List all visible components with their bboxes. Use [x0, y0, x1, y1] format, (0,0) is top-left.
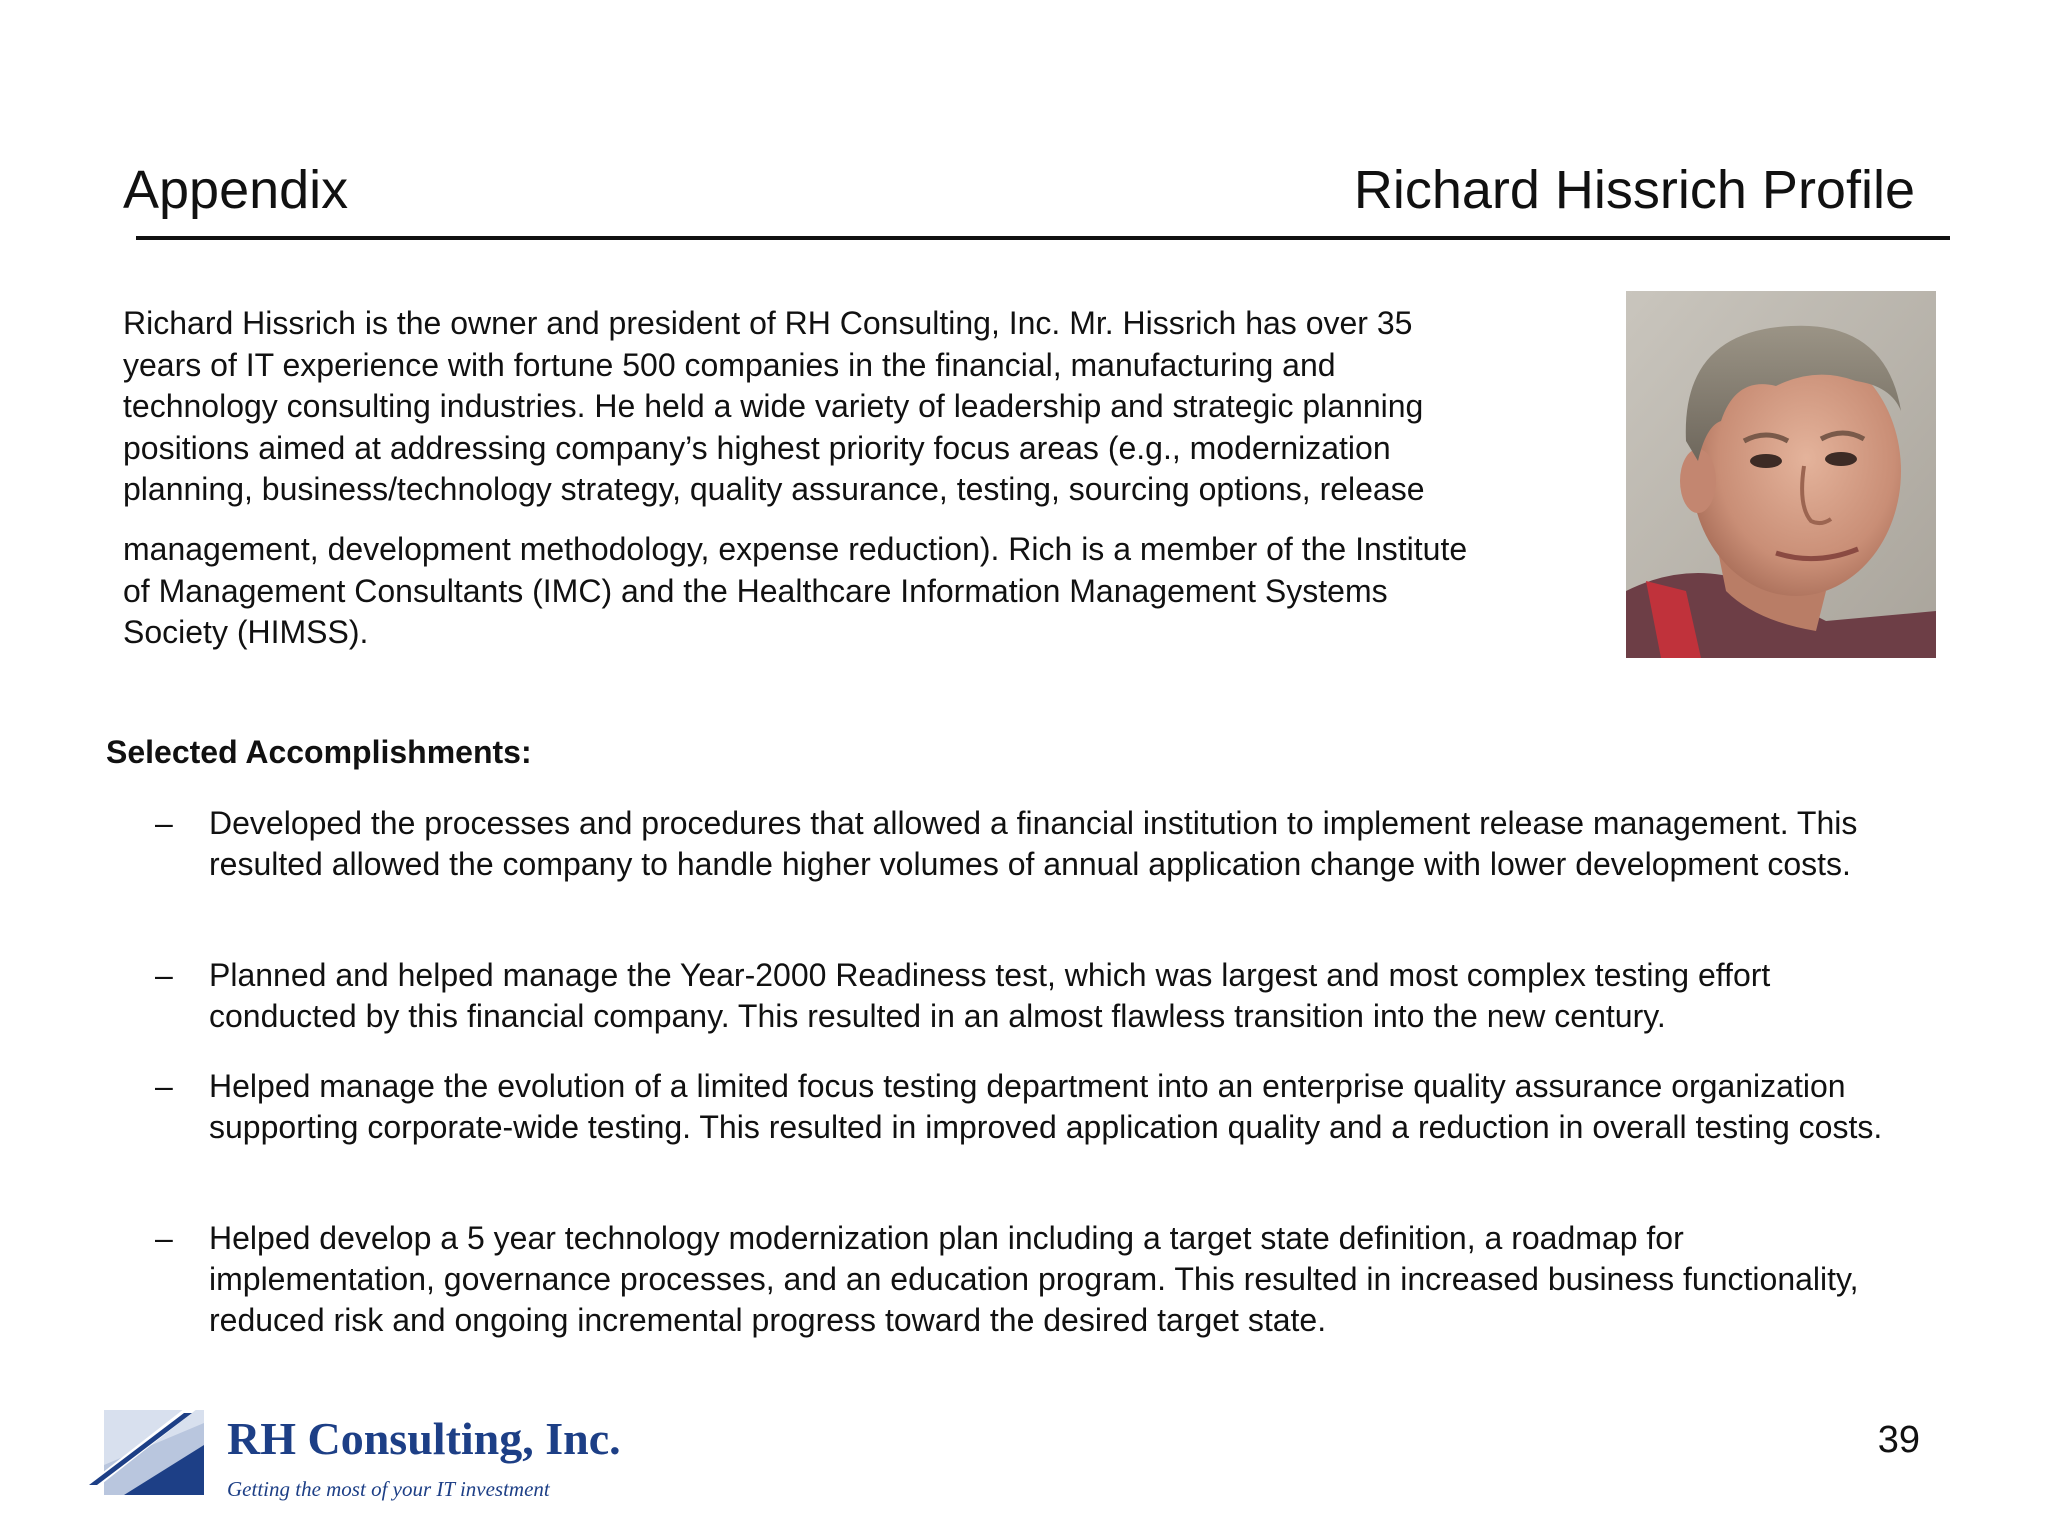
bio-paragraph [123, 303, 1603, 654]
bio-line: of Management Consultants (IMC) and the Healthcare Information Management Systems [123, 572, 1388, 609]
accomplishment-text: Developed the processes and procedures that allowed a financial institution to implement release management. This resulted allowed the company to handle higher volumes of annual application change with lower development costs. [209, 805, 1858, 882]
accomplishment-item [155, 803, 1915, 885]
section-title: Appendix [123, 160, 349, 220]
profile-photo [1626, 291, 1936, 658]
bio-line: Society (HIMSS). [123, 614, 369, 650]
accomplishment-item [155, 955, 1915, 1037]
page-number: 39 [1877, 1419, 1920, 1461]
accomplishment-text: Helped manage the evolution of a limited focus testing department into an enterprise quality assurance organization supporting corporate-wide testing. This resulted in improved application quality and a reduction in overall testing costs. [209, 1068, 1883, 1145]
bio-line: Richard Hissrich is the owner and president of RH Consulting, Inc. Mr. Hissrich has over 35 [123, 305, 1413, 341]
accomplishments-heading: Selected Accomplishments: [106, 734, 532, 770]
accomplishment-item [155, 1218, 1915, 1341]
bio-line: management, development methodology, expense reduction). Rich is a member of the Institute [123, 530, 1468, 567]
bullet-dash: – [155, 957, 173, 993]
bullet-dash: – [155, 805, 173, 841]
slide-title: Richard Hissrich Profile [1353, 160, 1915, 220]
logo-tagline: Getting the most of your IT investment [227, 1477, 550, 1501]
accomplishment-text: Helped develop a 5 year technology modernization plan including a target state definition, a roadmap for implementation, governance processes, and an education program. This resulted in increased business functionality, reduced risk and ongoing incremental progress toward the desired target state. [209, 1220, 1859, 1338]
bullet-dash: – [155, 1220, 173, 1256]
person-photo-icon [1626, 291, 1936, 658]
bullet-dash: – [155, 1068, 173, 1104]
logo-mark-icon [84, 1405, 214, 1500]
logo-company-name: RH Consulting, Inc. [227, 1413, 621, 1464]
bio-line: positions aimed at addressing company’s highest priority focus areas (e.g., modernization [123, 429, 1391, 466]
bio-line: planning, business/technology strategy, quality assurance, testing, sourcing options, release [123, 471, 1425, 507]
bio-line: technology consulting industries. He held a wide variety of leadership and strategic planning [123, 388, 1424, 424]
company-logo [84, 1405, 621, 1510]
bio-line: years of IT experience with fortune 500 companies in the financial, manufacturing and [123, 346, 1336, 383]
title-divider [136, 236, 1950, 240]
accomplishment-item [155, 1066, 1915, 1148]
accomplishment-text: Planned and helped manage the Year-2000 Readiness test, which was largest and most complex testing effort conducted by this financial company. This resulted in an almost flawless transition into the new century. [209, 957, 1771, 1034]
